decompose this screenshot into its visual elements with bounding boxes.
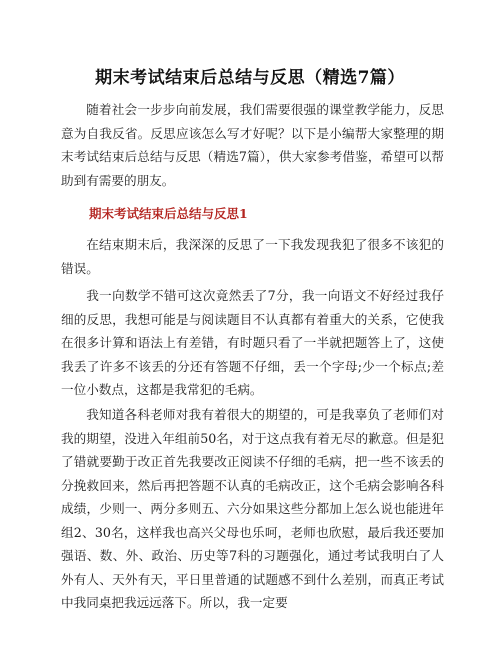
body-paragraph-1: 在结束期末后，我深深的反思了一下我发现我犯了很多不该犯的错误。 [61, 237, 444, 276]
body-paragraph-2: 我一向数学不错可这次竟然丢了7分，我一向语文不好经过我仔细的反思，我想可能是与阅读题目不认真都有着重大的关系，它使我在很多计算和语法上有差错，有时题只看了一半就把题答上了，这使我丢了许多不该丢的分还有答题不仔细，丢一个字母;少一个标点;差一位小数点，这都是我常犯的毛病。 [61, 288, 444, 397]
section-heading: 期末考试结束后总结与反思1 [89, 206, 248, 221]
document-title: 期末考试结束后总结与反思（精选7篇） [95, 68, 405, 88]
body-paragraph-3: 我知道各科老师对我有着很大的期望的，可是我辜负了老师们对我的期望，没进入年组前50名，对于这点我有着无尽的歉意。但是犯了错就要勤于改正首先我要改正阅读不仔细的毛病，把一些不该丢的分挽救回来，然后再把答题不认真的毛病改正，这个毛病会影响各科成绩，少则一、两分多则五、六分如果这些分都加上怎么说也能进年组2、30名，这样我也高兴父母也乐呵，老师也欣慰，最后我还要加强语、数、外、政治、历史等7科的习题强化，通过考试我明白了人外有人、天外有天，平日里普通的试题感不到什么差别，而真正考试中我同桌把我远远落下。所以，我一定要 [61, 407, 444, 610]
intro-paragraph: 随着社会一步步向前发展，我们需要很强的课堂教学能力，反思意为自我反省。反思应该怎么写才好呢？以下是小编帮大家整理的期末考试结束后总结与反思（精选7篇），供大家参考借鉴，希望可以帮助到有需要的朋友。 [61, 102, 444, 188]
